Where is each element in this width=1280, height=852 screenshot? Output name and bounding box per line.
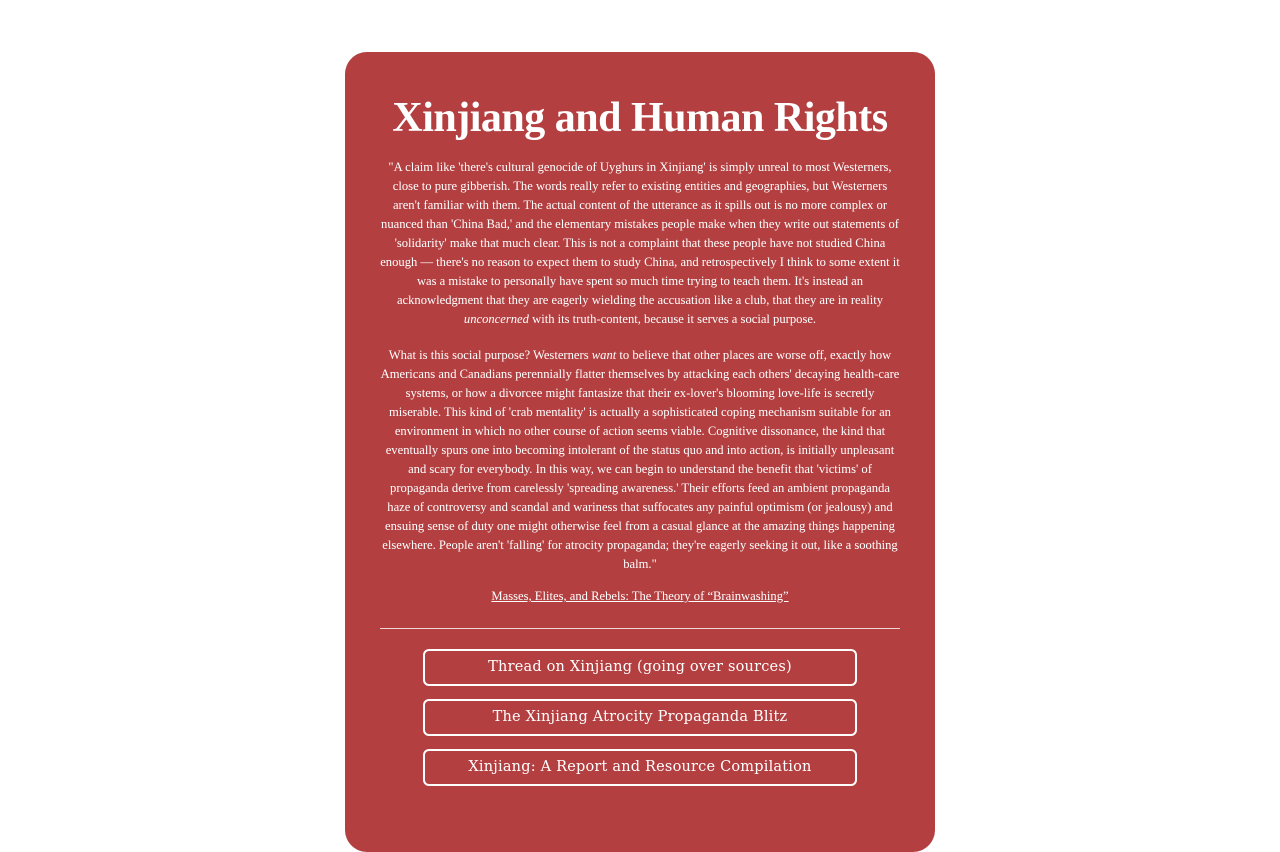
quote-p2-text: What is this social purpose? Westerners — [388, 348, 592, 362]
quote-p1-text: "A claim like 'there's cultural genocide of Uyghurs in Xinjiang' is simply unreal to most Westerners, close to pure gibberish. The words really refer to existing entities and geographies, but Westerners aren't familiar with them. The actual content of the utterance as it spills out is no more complex or nuanced than 'China Bad,' and the elementary mistakes people make when they write out statements of 'solidarity' make that much clear. This is not a complaint that these people have not studied China enough — there's no reason to expect them to study China, and retrospectively I think to some extent it was a mistake to personally have spent so much time trying to teach them. It's instead an acknowledgment that they are eagerly wielding the accusation like a club, that they are in reality — [380, 160, 900, 307]
link-list — [380, 649, 900, 799]
quote-p2-text-end: to believe that other places are worse off, exactly how Americans and Canadians perennially flatter themselves by attacking each others' decaying health-care systems, or how a divorcee might fantasize that their ex-lover's blooming love-life is secretly miserable. This kind of 'crab mentality' is actually a sophisticated coping mechanism suitable for an environment in which no other course of action seems viable. Cognitive dissonance, the kind that eventually spurs one into becoming intolerant of the status quo and into action, is initially unpleasant and scary for everybody. In this way, we can begin to understand the benefit that 'victims' of propaganda derive from carelessly 'spreading awareness.' Their efforts feed an ambient propaganda haze of controversy and scandal and wariness that suffocates any painful optimism (or jealousy) and ensuing sense of duty one might otherwise feel from a casual glance at the amazing things happening elsewhere. People aren't 'falling' for atrocity propaganda; they're eagerly seeking it out, like a soothing balm." — [380, 348, 900, 571]
quote-p1-emphasis: unconcerned — [463, 312, 529, 326]
divider — [380, 628, 900, 629]
quote-paragraph-1 — [380, 158, 900, 329]
quote-p1-text-end: with its truth-content, because it serves a social purpose. — [528, 312, 817, 326]
link-button-xinjiang-thread[interactable]: Thread on Xinjiang (going over sources) — [423, 649, 857, 686]
content-card — [345, 52, 935, 852]
page-title: Xinjiang and Human Rights — [392, 95, 888, 141]
quote-source-link[interactable]: Masses, Elites, and Rebels: The Theory of “Brainwashing” — [491, 589, 789, 603]
quote-p2-emphasis: want — [591, 348, 617, 362]
quote-paragraph-2 — [380, 346, 900, 574]
link-button-report-compilation[interactable]: Xinjiang: A Report and Resource Compilation — [423, 749, 857, 786]
quote-block — [380, 158, 900, 574]
link-button-propaganda-blitz[interactable]: The Xinjiang Atrocity Propaganda Blitz — [423, 699, 857, 736]
